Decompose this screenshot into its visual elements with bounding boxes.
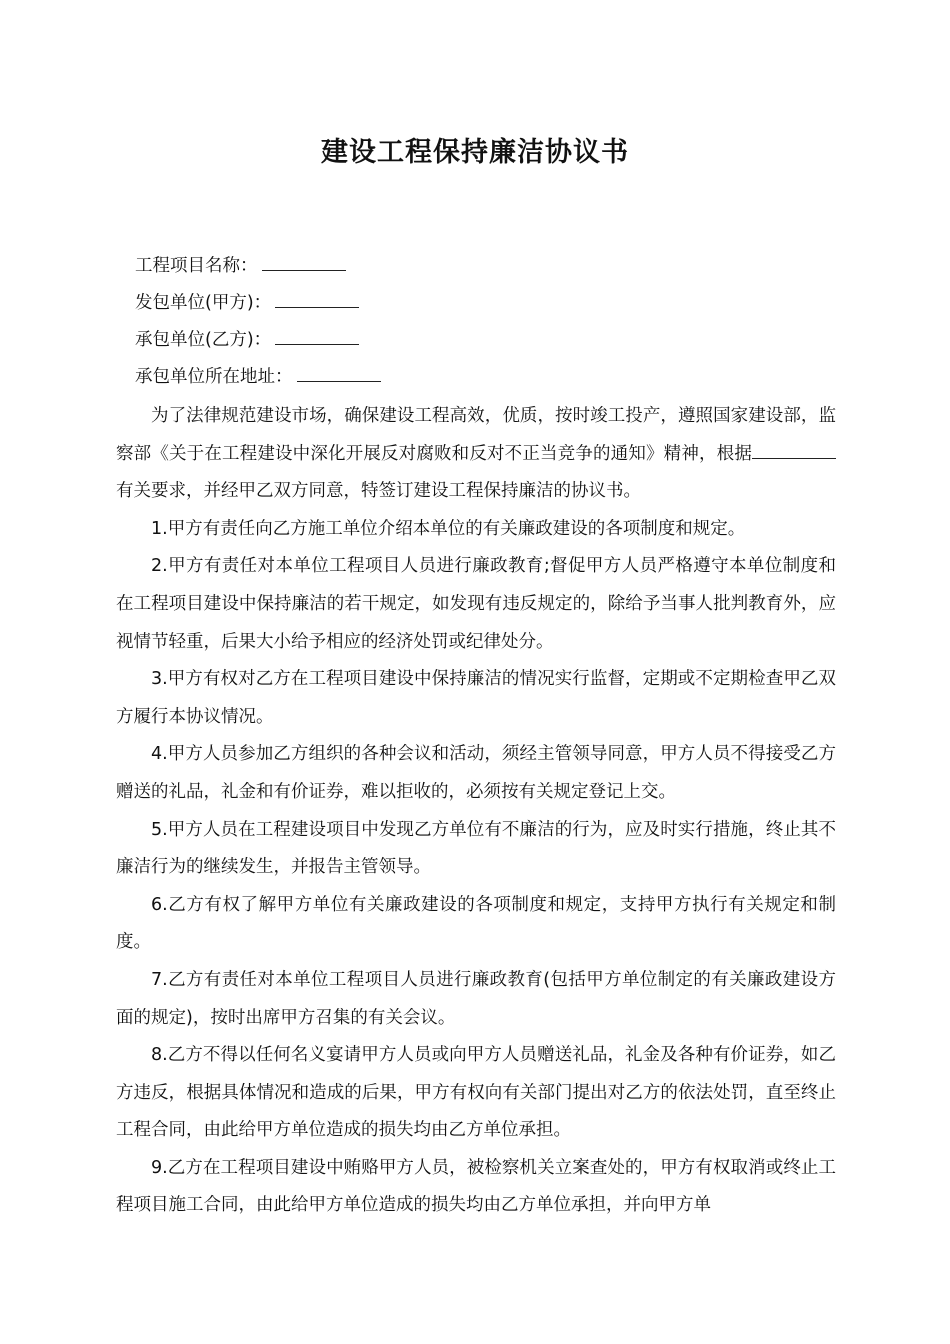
intro-paragraph xyxy=(116,398,836,511)
blank-line xyxy=(297,361,381,382)
blank-line xyxy=(752,440,836,459)
intro-text-2: 有关要求，并经甲乙双方同意，特签订建设工程保持廉洁的协议书。 xyxy=(116,481,641,502)
clause-9: 9.乙方在工程项目建设中贿赂甲方人员，被检察机关立案查处的，甲方有权取消或终止工程项目施工合同，由此给甲方单位造成的损失均由乙方单位承担，并向甲方单 xyxy=(116,1157,836,1216)
header-fields xyxy=(135,250,835,398)
field-label: 承包单位所在地址： xyxy=(135,367,293,387)
field-employer xyxy=(135,287,835,324)
blank-line xyxy=(262,250,346,271)
field-contractor-address xyxy=(135,361,835,398)
clause-5: 5.甲方人员在工程建设项目中发现乙方单位有不廉洁的行为，应及时实行措施，终止其不廉洁行为的继续发生，并报告主管领导。 xyxy=(116,819,836,878)
clause-2: 2.甲方有责任对本单位工程项目人员进行廉政教育;督促甲方人员严格遵守本单位制度和在工程项目建设中保持廉洁的若干规定，如发现有违反规定的，除给予当事人批判教育外，应视情节轻重，后果大小给予相应的经济处罚或纪律处分。 xyxy=(116,556,836,652)
clause-1: 1.甲方有责任向乙方施工单位介绍本单位的有关廉政建设的各项制度和规定。 xyxy=(151,518,746,539)
blank-line xyxy=(275,287,359,308)
field-project-name xyxy=(135,250,835,287)
field-contractor xyxy=(135,324,835,361)
clause-4: 4.甲方人员参加乙方组织的各种会议和活动，须经主管领导同意，甲方人员不得接受乙方赠送的礼品，礼金和有价证券，难以拒收的，必须按有关规定登记上交。 xyxy=(116,744,836,802)
intro-text-1: 为了法律规范建设市场，确保建设工程高效，优质，按时竣工投产，遵照国家建设部，监察部《关于在工程建设中深化开展反对腐败和反对不正当竞争的通知》精神，根据 xyxy=(116,406,836,464)
document-body xyxy=(116,398,836,1225)
field-label: 承包单位(乙方)： xyxy=(135,330,272,350)
document-title: 建设工程保持廉洁协议书 xyxy=(321,137,629,168)
clause-6: 6.乙方有权了解甲方单位有关廉政建设的各项制度和规定，支持甲方执行有关规定和制度。 xyxy=(116,894,836,953)
clause-8: 8.乙方不得以任何名义宴请甲方人员或向甲方人员赠送礼品，礼金及各种有价证券，如乙方违反，根据具体情况和造成的后果，甲方有权向有关部门提出对乙方的依法处罚，直至终止工程合同，由此给甲方单位造成的损失均由乙方单位承担。 xyxy=(116,1045,836,1141)
clause-3: 3.甲方有权对乙方在工程项目建设中保持廉洁的情况实行监督，定期或不定期检查甲乙双方履行本协议情况。 xyxy=(116,669,836,727)
field-label: 工程项目名称： xyxy=(135,256,258,276)
field-label: 发包单位(甲方)： xyxy=(135,293,272,313)
blank-line xyxy=(275,324,359,345)
clause-7: 7.乙方有责任对本单位工程项目人员进行廉政教育(包括甲方单位制定的有关廉政建设方面的规定)，按时出席甲方召集的有关会议。 xyxy=(116,969,836,1028)
